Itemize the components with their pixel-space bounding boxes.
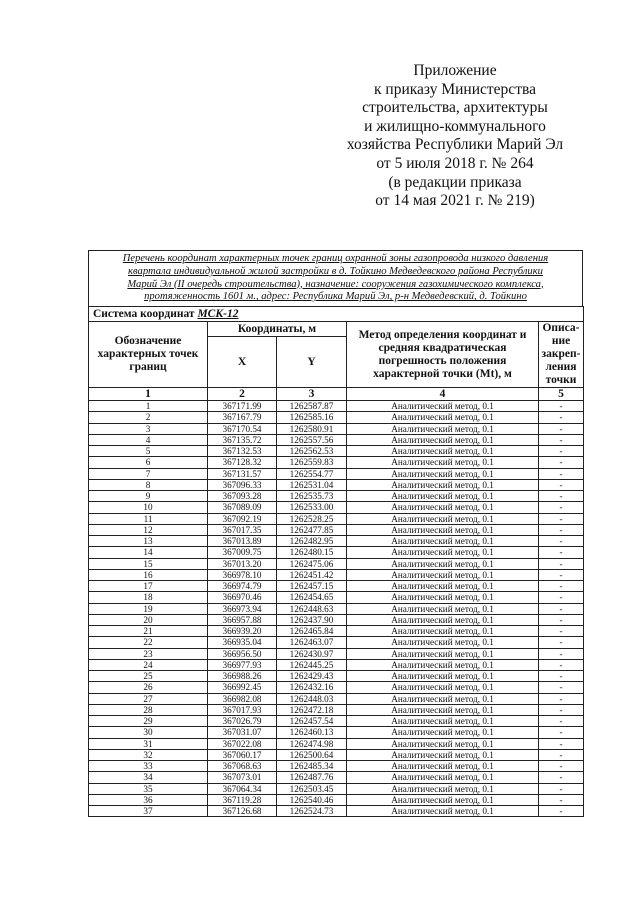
- description-cell: -: [539, 682, 584, 693]
- description-cell: -: [539, 547, 584, 558]
- column-numbers-row: [89, 388, 584, 401]
- method-cell: Аналитический метод, 0.1: [347, 558, 539, 569]
- table-row: [89, 536, 584, 547]
- table-row: [89, 648, 584, 659]
- table-row: [89, 547, 584, 558]
- point-number-cell: 21: [89, 626, 208, 637]
- y-coordinate-cell: 1262554.77: [277, 468, 347, 479]
- header-line: хозяйства Республики Марий Эл: [346, 136, 564, 154]
- x-coordinate-cell: 367017.93: [208, 704, 277, 715]
- method-cell: Аналитический метод, 0.1: [347, 727, 539, 738]
- point-number-cell: 5: [89, 446, 208, 457]
- point-number-cell: 10: [89, 502, 208, 513]
- x-coordinate-cell: 366982.08: [208, 693, 277, 704]
- y-coordinate-cell: 1262528.25: [277, 513, 347, 524]
- description-cell: -: [539, 524, 584, 535]
- y-coordinate-cell: 1262432.16: [277, 682, 347, 693]
- x-coordinate-cell: 367171.99: [208, 401, 277, 412]
- table-row: [89, 671, 584, 682]
- description-cell: -: [539, 794, 584, 805]
- method-cell: Аналитический метод, 0.1: [347, 749, 539, 760]
- method-cell: Аналитический метод, 0.1: [347, 716, 539, 727]
- x-coordinate-cell: 367022.08: [208, 738, 277, 749]
- description-cell: -: [539, 412, 584, 423]
- y-coordinate-cell: 1262487.76: [277, 772, 347, 783]
- table-row: [89, 603, 584, 614]
- designation-header: Обозначение характерных точек границ: [89, 322, 208, 388]
- column-number: 3: [277, 388, 347, 401]
- x-coordinate-cell: 367064.34: [208, 783, 277, 794]
- x-coordinate-cell: 367128.32: [208, 457, 277, 468]
- table-row: [89, 614, 584, 625]
- y-coordinate-cell: 1262465.84: [277, 626, 347, 637]
- coord-system-name: МСК-12: [197, 308, 239, 320]
- table-row: [89, 626, 584, 637]
- description-cell: -: [539, 614, 584, 625]
- x-coordinate-cell: 366974.79: [208, 581, 277, 592]
- method-cell: Аналитический метод, 0.1: [347, 794, 539, 805]
- method-cell: Аналитический метод, 0.1: [347, 682, 539, 693]
- table-row: [89, 423, 584, 434]
- x-coordinate-cell: 367092.19: [208, 513, 277, 524]
- description-cell: -: [539, 704, 584, 715]
- table-row: [89, 794, 584, 805]
- description-cell: -: [539, 446, 584, 457]
- point-number-cell: 26: [89, 682, 208, 693]
- description-cell: -: [539, 659, 584, 670]
- table-row: [89, 592, 584, 603]
- method-cell: Аналитический метод, 0.1: [347, 659, 539, 670]
- method-cell: Аналитический метод, 0.1: [347, 423, 539, 434]
- point-number-cell: 2: [89, 412, 208, 423]
- y-coordinate-cell: 1262559.83: [277, 457, 347, 468]
- table-row: [89, 412, 584, 423]
- description-cell: -: [539, 423, 584, 434]
- description-cell: -: [539, 626, 584, 637]
- method-cell: Аналитический метод, 0.1: [347, 704, 539, 715]
- header-line: и жилищно-коммунального: [364, 117, 546, 135]
- point-number-cell: 16: [89, 569, 208, 580]
- coordinates-header: Координаты, м: [208, 322, 347, 337]
- description-cell: -: [539, 401, 584, 412]
- description-cell: -: [539, 558, 584, 569]
- table-row: [89, 693, 584, 704]
- description-cell: -: [539, 716, 584, 727]
- table-row: [89, 581, 584, 592]
- table-row: [89, 637, 584, 648]
- header-line: от 14 мая 2021 г. № 219): [375, 192, 535, 210]
- method-cell: Аналитический метод, 0.1: [347, 513, 539, 524]
- x-coordinate-cell: 366973.94: [208, 603, 277, 614]
- y-coordinate-cell: 1262535.73: [277, 491, 347, 502]
- column-number: 5: [539, 388, 584, 401]
- x-coordinate-cell: 366992.45: [208, 682, 277, 693]
- table-row: [89, 716, 584, 727]
- point-number-cell: 15: [89, 558, 208, 569]
- x-coordinate-cell: 366956.50: [208, 648, 277, 659]
- coord-system-label: Система координат: [93, 308, 195, 320]
- method-cell: Аналитический метод, 0.1: [347, 547, 539, 558]
- table-row: [89, 513, 584, 524]
- method-cell: Аналитический метод, 0.1: [347, 592, 539, 603]
- method-cell: Аналитический метод, 0.1: [347, 536, 539, 547]
- description-cell: -: [539, 536, 584, 547]
- title-line: протяженность 1601 м., адрес: Республика Марий Эл, р-н Медведевский, д. Тойкино: [144, 291, 527, 303]
- method-cell: Аналитический метод, 0.1: [347, 614, 539, 625]
- description-cell: -: [539, 491, 584, 502]
- table-row: [89, 783, 584, 794]
- x-coordinate-cell: 367068.63: [208, 761, 277, 772]
- table-row: [89, 558, 584, 569]
- description-cell: -: [539, 592, 584, 603]
- description-cell: -: [539, 457, 584, 468]
- method-header: Метод определения координат и средняя квадратическая погрешность положения характерной точки (Mt), м: [347, 322, 539, 388]
- table-row: [89, 772, 584, 783]
- description-cell: -: [539, 738, 584, 749]
- y-coordinate-cell: 1262454.65: [277, 592, 347, 603]
- column-number: 2: [208, 388, 277, 401]
- y-coordinate-cell: 1262587.87: [277, 401, 347, 412]
- point-number-cell: 31: [89, 738, 208, 749]
- x-coordinate-cell: 367093.28: [208, 491, 277, 502]
- y-coordinate-cell: 1262585.16: [277, 412, 347, 423]
- table-row: [89, 491, 584, 502]
- x-coordinate-cell: 366957.88: [208, 614, 277, 625]
- point-number-cell: 36: [89, 794, 208, 805]
- method-cell: Аналитический метод, 0.1: [347, 648, 539, 659]
- description-cell: -: [539, 727, 584, 738]
- table-row: [89, 479, 584, 490]
- description-cell: -: [539, 513, 584, 524]
- coord-system-row: [89, 307, 584, 322]
- title-line: Марий Эл (II очередь строительства), назначение: сооружения газохимического комплекса,: [127, 278, 544, 290]
- description-cell: -: [539, 434, 584, 445]
- y-coordinate-cell: 1262463.07: [277, 637, 347, 648]
- document-title: [88, 250, 583, 306]
- table-row: [89, 806, 584, 817]
- method-cell: Аналитический метод, 0.1: [347, 603, 539, 614]
- point-number-cell: 23: [89, 648, 208, 659]
- point-number-cell: 8: [89, 479, 208, 490]
- description-cell: -: [539, 468, 584, 479]
- y-coordinate-cell: 1262503.45: [277, 783, 347, 794]
- y-coordinate-cell: 1262448.03: [277, 693, 347, 704]
- appendix-header: [330, 62, 580, 211]
- title-line: Перечень координат характерных точек границ охранной зоны газопровода низкого давления: [122, 253, 549, 264]
- x-coordinate-cell: 366935.04: [208, 637, 277, 648]
- table-row: [89, 502, 584, 513]
- y-header: Y: [277, 337, 347, 388]
- method-cell: Аналитический метод, 0.1: [347, 738, 539, 749]
- table-row: [89, 682, 584, 693]
- method-cell: Аналитический метод, 0.1: [347, 457, 539, 468]
- point-number-cell: 29: [89, 716, 208, 727]
- point-number-cell: 7: [89, 468, 208, 479]
- y-coordinate-cell: 1262524.73: [277, 806, 347, 817]
- column-number: 4: [347, 388, 539, 401]
- x-coordinate-cell: 367060.17: [208, 749, 277, 760]
- point-number-cell: 22: [89, 637, 208, 648]
- column-number: 1: [89, 388, 208, 401]
- table-row: [89, 659, 584, 670]
- y-coordinate-cell: 1262457.15: [277, 581, 347, 592]
- y-coordinate-cell: 1262531.04: [277, 479, 347, 490]
- table-row: [89, 569, 584, 580]
- method-cell: Аналитический метод, 0.1: [347, 491, 539, 502]
- y-coordinate-cell: 1262451.42: [277, 569, 347, 580]
- x-coordinate-cell: 367017.35: [208, 524, 277, 535]
- description-cell: -: [539, 806, 584, 817]
- point-number-cell: 37: [89, 806, 208, 817]
- description-cell: -: [539, 569, 584, 580]
- point-number-cell: 20: [89, 614, 208, 625]
- description-cell: -: [539, 671, 584, 682]
- y-coordinate-cell: 1262474.98: [277, 738, 347, 749]
- method-cell: Аналитический метод, 0.1: [347, 446, 539, 457]
- method-cell: Аналитический метод, 0.1: [347, 468, 539, 479]
- point-number-cell: 9: [89, 491, 208, 502]
- x-coordinate-cell: 366970.46: [208, 592, 277, 603]
- point-number-cell: 24: [89, 659, 208, 670]
- method-cell: Аналитический метод, 0.1: [347, 626, 539, 637]
- method-cell: Аналитический метод, 0.1: [347, 693, 539, 704]
- y-coordinate-cell: 1262448.63: [277, 603, 347, 614]
- method-cell: Аналитический метод, 0.1: [347, 502, 539, 513]
- method-cell: Аналитический метод, 0.1: [347, 637, 539, 648]
- description-cell: -: [539, 749, 584, 760]
- coordinates-document: [88, 250, 583, 817]
- point-number-cell: 11: [89, 513, 208, 524]
- x-coordinate-cell: 366939.20: [208, 626, 277, 637]
- method-cell: Аналитический метод, 0.1: [347, 671, 539, 682]
- method-cell: Аналитический метод, 0.1: [347, 524, 539, 535]
- table-row: [89, 749, 584, 760]
- x-header: X: [208, 337, 277, 388]
- table-row: [89, 434, 584, 445]
- y-coordinate-cell: 1262475.06: [277, 558, 347, 569]
- point-number-cell: 6: [89, 457, 208, 468]
- table-row: [89, 761, 584, 772]
- coordinates-table: [88, 306, 584, 817]
- method-cell: Аналитический метод, 0.1: [347, 479, 539, 490]
- y-coordinate-cell: 1262540.46: [277, 794, 347, 805]
- y-coordinate-cell: 1262477.85: [277, 524, 347, 535]
- point-number-cell: 14: [89, 547, 208, 558]
- y-coordinate-cell: 1262562.53: [277, 446, 347, 457]
- x-coordinate-cell: 367096.33: [208, 479, 277, 490]
- x-coordinate-cell: 367132.53: [208, 446, 277, 457]
- point-number-cell: 13: [89, 536, 208, 547]
- description-cell: -: [539, 693, 584, 704]
- point-number-cell: 33: [89, 761, 208, 772]
- description-cell: -: [539, 783, 584, 794]
- y-coordinate-cell: 1262482.95: [277, 536, 347, 547]
- method-cell: Аналитический метод, 0.1: [347, 761, 539, 772]
- description-cell: -: [539, 637, 584, 648]
- x-coordinate-cell: 367170.54: [208, 423, 277, 434]
- header-line: к приказу Министерства: [374, 80, 536, 98]
- y-coordinate-cell: 1262437.90: [277, 614, 347, 625]
- coord-system-cell: [89, 307, 584, 322]
- method-cell: Аналитический метод, 0.1: [347, 806, 539, 817]
- point-number-cell: 27: [89, 693, 208, 704]
- y-coordinate-cell: 1262472.18: [277, 704, 347, 715]
- y-coordinate-cell: 1262429.43: [277, 671, 347, 682]
- y-coordinate-cell: 1262500.64: [277, 749, 347, 760]
- header-line: Приложение: [413, 62, 497, 79]
- table-row: [89, 727, 584, 738]
- table-row: [89, 704, 584, 715]
- header-line: (в редакции приказа: [388, 173, 522, 191]
- header-line: строительства, архитектуры: [362, 99, 548, 117]
- method-cell: Аналитический метод, 0.1: [347, 569, 539, 580]
- table-row: [89, 738, 584, 749]
- method-cell: Аналитический метод, 0.1: [347, 772, 539, 783]
- y-coordinate-cell: 1262480.15: [277, 547, 347, 558]
- table-row: [89, 457, 584, 468]
- point-number-cell: 1: [89, 401, 208, 412]
- x-coordinate-cell: 366988.26: [208, 671, 277, 682]
- method-cell: Аналитический метод, 0.1: [347, 412, 539, 423]
- description-cell: -: [539, 581, 584, 592]
- point-number-cell: 18: [89, 592, 208, 603]
- description-cell: -: [539, 772, 584, 783]
- method-cell: Аналитический метод, 0.1: [347, 783, 539, 794]
- description-cell: -: [539, 761, 584, 772]
- y-coordinate-cell: 1262557.56: [277, 434, 347, 445]
- table-row: [89, 401, 584, 412]
- y-coordinate-cell: 1262457.54: [277, 716, 347, 727]
- x-coordinate-cell: 367031.07: [208, 727, 277, 738]
- point-number-cell: 19: [89, 603, 208, 614]
- point-number-cell: 32: [89, 749, 208, 760]
- method-cell: Аналитический метод, 0.1: [347, 434, 539, 445]
- point-number-cell: 35: [89, 783, 208, 794]
- header-line: от 5 июля 2018 г. № 264: [376, 154, 534, 172]
- x-coordinate-cell: 366978.10: [208, 569, 277, 580]
- description-cell: -: [539, 479, 584, 490]
- x-coordinate-cell: 367013.20: [208, 558, 277, 569]
- point-number-cell: 25: [89, 671, 208, 682]
- y-coordinate-cell: 1262445.25: [277, 659, 347, 670]
- point-number-cell: 30: [89, 727, 208, 738]
- y-coordinate-cell: 1262430.97: [277, 648, 347, 659]
- point-number-cell: 28: [89, 704, 208, 715]
- x-coordinate-cell: 366977.93: [208, 659, 277, 670]
- x-coordinate-cell: 367131.57: [208, 468, 277, 479]
- x-coordinate-cell: 367089.09: [208, 502, 277, 513]
- y-coordinate-cell: 1262533.00: [277, 502, 347, 513]
- x-coordinate-cell: 367126.68: [208, 806, 277, 817]
- x-coordinate-cell: 367026.79: [208, 716, 277, 727]
- point-number-cell: 34: [89, 772, 208, 783]
- method-cell: Аналитический метод, 0.1: [347, 401, 539, 412]
- point-number-cell: 4: [89, 434, 208, 445]
- table-header-row: [89, 322, 584, 337]
- table-row: [89, 446, 584, 457]
- point-number-cell: 17: [89, 581, 208, 592]
- title-line: квартала индивидуальной жилой застройки в д. Тойкино Медведевского района Республики: [128, 265, 543, 277]
- y-coordinate-cell: 1262460.13: [277, 727, 347, 738]
- y-coordinate-cell: 1262580.91: [277, 423, 347, 434]
- method-cell: Аналитический метод, 0.1: [347, 581, 539, 592]
- table-row: [89, 524, 584, 535]
- y-coordinate-cell: 1262485.34: [277, 761, 347, 772]
- table-row: [89, 468, 584, 479]
- description-cell: -: [539, 502, 584, 513]
- point-number-cell: 12: [89, 524, 208, 535]
- description-cell: -: [539, 648, 584, 659]
- x-coordinate-cell: 367119.28: [208, 794, 277, 805]
- x-coordinate-cell: 367009.75: [208, 547, 277, 558]
- x-coordinate-cell: 367073.01: [208, 772, 277, 783]
- description-cell: -: [539, 603, 584, 614]
- x-coordinate-cell: 367167.79: [208, 412, 277, 423]
- point-number-cell: 3: [89, 423, 208, 434]
- description-header: Описа-ние закреп-ления точки: [539, 322, 584, 388]
- x-coordinate-cell: 367013.89: [208, 536, 277, 547]
- x-coordinate-cell: 367135.72: [208, 434, 277, 445]
